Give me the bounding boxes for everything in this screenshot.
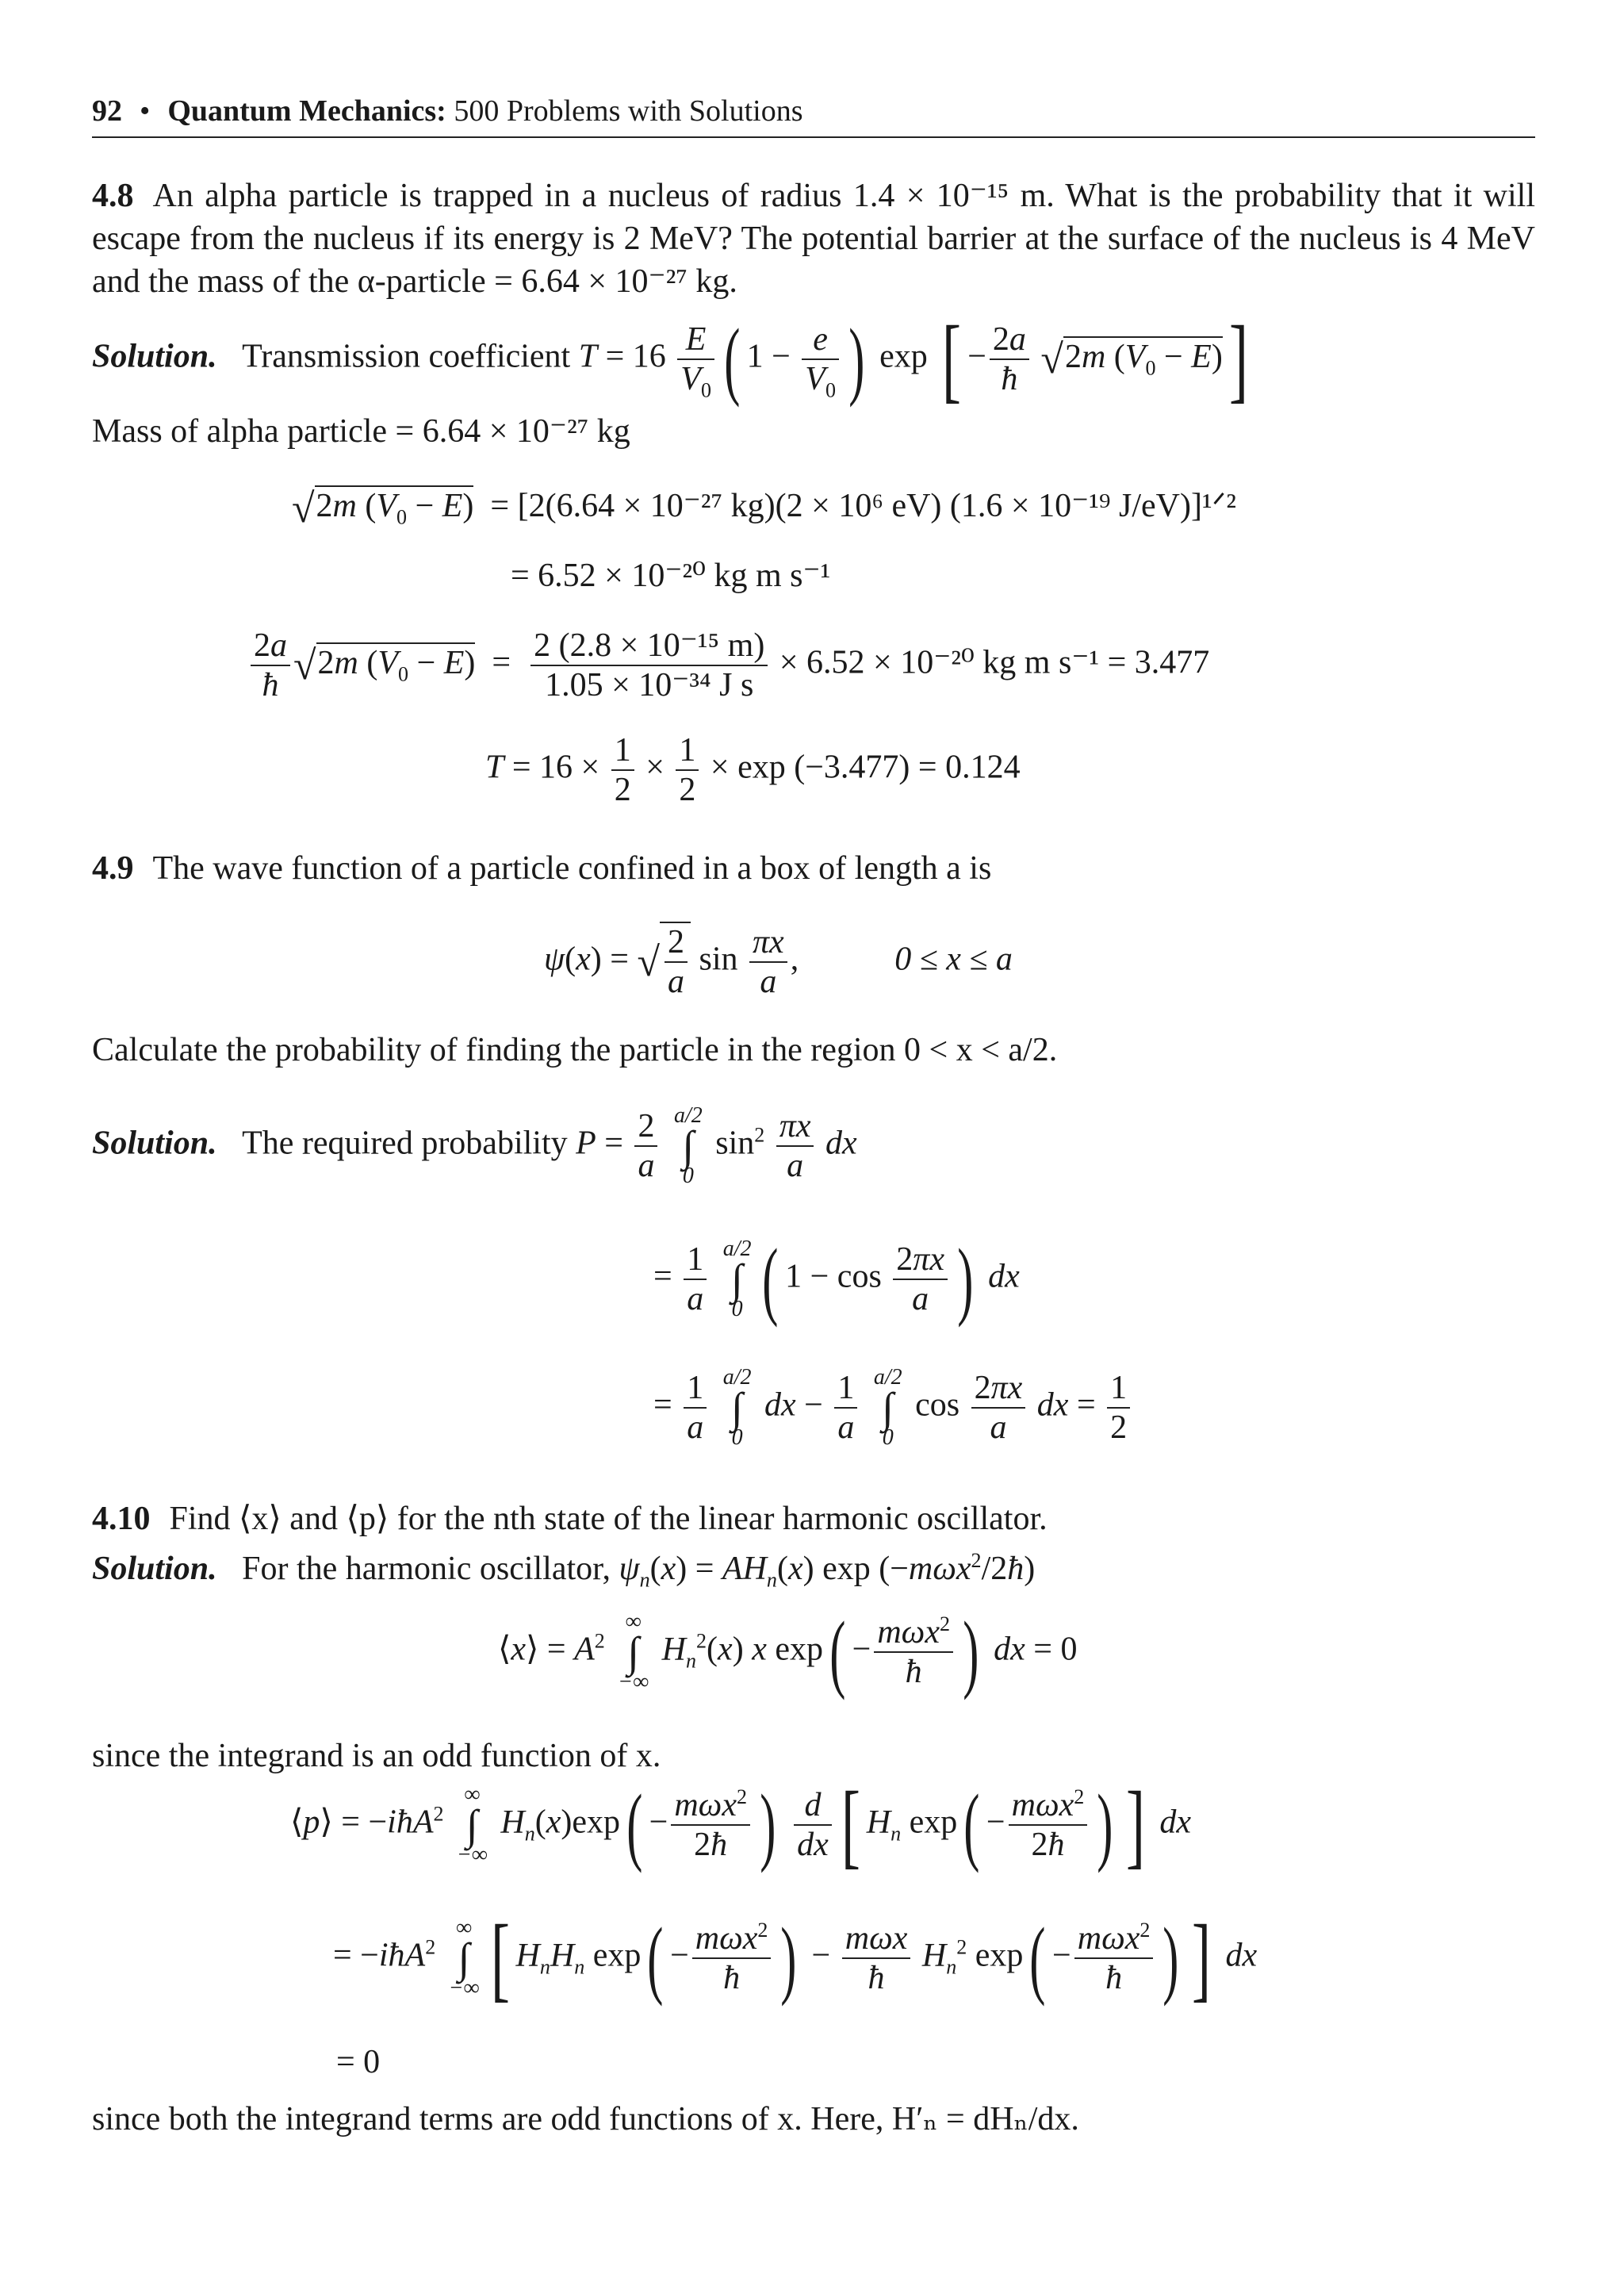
eq2: = 6.52 × 10⁻²⁰ kg m s⁻¹ — [511, 558, 831, 594]
mass-line: Mass of alpha particle = 6.64 × 10⁻²⁷ kg — [92, 413, 630, 450]
solution-4-8-line: Solution. Transmission coefficient T = 16 $\frac{E}{V_0}$ ( 1 − $\frac{e}{V_0}$ ) exp [ − $\frac{2a}{ħ}$ √2m $(V_0 - E)$] — [92, 306, 1248, 412]
problem-number: 4.10 — [92, 1501, 151, 1537]
problem-text: An alpha particle is trapped in a nucleus of radius 1.4 × 10⁻¹⁵ m. What is the probability that it will escape from the nucleus if its energy is 2 MeV? The potential barrier at the surface of the nucleus is 4 MeV and the mass of the α-particle = 6.64 × 10⁻²⁷ kg. — [92, 178, 1535, 300]
eq3: $\frac{2a}{ħ}$ √2m $(V_0 - E)$ = $\frac{\text{2 (2.8 × 10⁻¹⁵ m)}}{\text{1.05 × 10⁻³⁴ J s}}$ × 6.52 × 10⁻²⁰ kg m s⁻¹ = 3.477 — [247, 627, 1209, 704]
solution-label: Solution. — [92, 338, 217, 375]
header-bullet: • — [140, 94, 151, 128]
problem-4-8 — [92, 174, 1535, 303]
expect-x: ⟨x⟩ = $A^2$ ∞ ∫ −∞ $H_n^2(x)$ x exp( − $\frac{m\omega x^2}{ħ}$ ) dx = 0 — [498, 1604, 1078, 1700]
solution-intro: The required probability — [242, 1125, 568, 1162]
result-den: 2 — [1107, 1407, 1130, 1447]
page-number: 92 — [92, 94, 122, 128]
solution-4-9-line: Solution. The required probability P = $\frac{2}{a}$ a/2 ∫ 0 $\sin^2$ $\frac{\pi x}{a}$ dx — [92, 1103, 857, 1188]
problem-number: 4.9 — [92, 850, 134, 887]
eq3-tail: × 6.52 × 10⁻²⁰ kg m s⁻¹ = 3.477 — [779, 644, 1210, 681]
result-num: 1 — [1110, 1370, 1128, 1406]
expect-p: ⟨p⟩ = −iħA$^2$ ∞ ∫ −∞ $H_n(x)\exp$( − $\frac{m\omega x^2}{2ħ}$ ) $\frac{d}{dx}$ [ $H_n$ exp( − $\frac{m\omega x^2}{2ħ}$ ) ] dx — [290, 1772, 1192, 1877]
psi-range: 0 ≤ x ≤ a — [894, 941, 1013, 978]
problem-4-10 — [92, 1497, 1535, 1540]
solution-4-10-line: Solution. For the harmonic oscillator, $\psi_n(x) = AH_n(x)$ exp (−mωx$^2$/2ħ) — [92, 1549, 1036, 1592]
eq1-rhs: = [2(6.64 × 10⁻²⁷ kg)(2 × 10⁶ eV) (1.6 × 10⁻¹⁹ J/eV)]¹ᐟ² — [490, 488, 1236, 525]
eq3-num: 2 (2.8 × 10⁻¹⁵ m) — [534, 627, 765, 664]
solution-intro: Transmission coefficient — [242, 338, 571, 375]
eq4-tail: × exp (−3.477) = 0.124 — [710, 749, 1021, 786]
eq1: √2m $(V_0 - E) = [2(6.64 \times 10^{-27}$ kg)(2 × 10⁶ eV) (1.6 × 10⁻¹⁹ J/eV)]¹ᐟ² — [292, 486, 1236, 531]
eq4: T = 16 × $\frac{1}{2}$ × $\frac{1}{2}$ × exp (−3.477) = 0.124 — [485, 732, 1021, 808]
problem-4-9 — [92, 847, 1535, 890]
book-title: Quantum Mechanics: — [167, 94, 446, 128]
book-subtitle: 500 Problems with Solutions — [454, 94, 803, 128]
prob-step-2: = $\frac{1}{a}$ a/2 ∫ 0 ( 1 − cos $\frac{2\pi x}{a}$ ) dx — [653, 1231, 1020, 1328]
eq3-den: 1.05 × 10⁻³⁴ J s — [530, 665, 768, 704]
expect-p-step: = −iħA$^2$ ∞ ∫ −∞ [ $H_nH_n$ exp( − $\frac{m\omega x^2}{ħ}$ ) − $\frac{\text{mωx}}{ħ}$ $H_n^2$ exp( − $\frac{m\omega x^2}{ħ}$ ) ] dx — [333, 1905, 1258, 2011]
solution-intro: For the harmonic oscillator, — [242, 1551, 611, 1587]
problem-text: The wave function of a particle confined in a box of length a is — [152, 850, 992, 887]
problem-number: 4.8 — [92, 178, 134, 214]
question-4-9: Calculate the probability of finding the particle in the region 0 < x < a/2. — [92, 1032, 1058, 1068]
odd-note: since the integrand is an odd function of x. — [92, 1738, 661, 1774]
header-rule — [92, 136, 1535, 138]
solution-label: Solution. — [92, 1125, 217, 1162]
final-note: since both the integrand terms are odd functions of x. Here, H′ₙ = dHₙ/dx. — [92, 2101, 1079, 2137]
solution-label: Solution. — [92, 1551, 217, 1587]
psi-equation: ψ(x) = √ $\frac{2}{a}$ sin $\frac{\pi x}{a}$ , 0 ≤ x ≤ a — [544, 922, 1013, 1001]
prob-step-3: = $\frac{1}{a}$ a/2 ∫ 0 dx − $\frac{1}{a}$ a/2 ∫ 0 cos $\frac{2\pi x}{a}$ dx = $\frac{1}{2}$ — [653, 1366, 1133, 1450]
running-header — [92, 94, 803, 128]
zero-line: = 0 — [336, 2044, 381, 2080]
problem-text: Find ⟨x⟩ and ⟨p⟩ for the nth state of the linear harmonic oscillator. — [169, 1501, 1048, 1537]
